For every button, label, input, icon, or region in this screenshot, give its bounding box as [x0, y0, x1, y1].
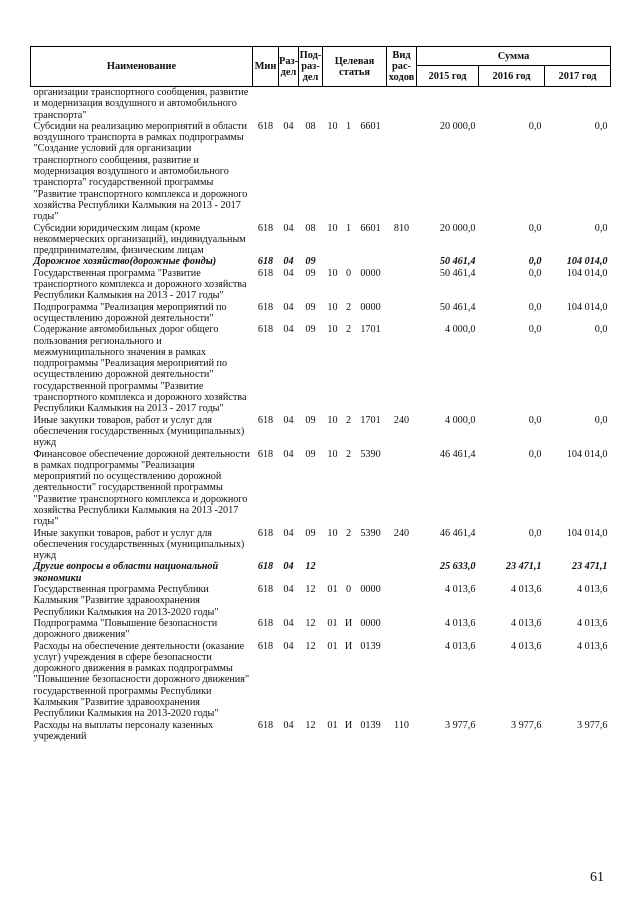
row-podrazdel: 09 — [305, 324, 316, 336]
row-ministry: 618 — [257, 719, 274, 731]
row-expense-type — [387, 584, 417, 618]
row-sum-2016: 0,0 — [528, 267, 542, 279]
row-sum-2017: 0,0 — [594, 120, 608, 132]
row-sum-2016: 3 977,6 — [510, 719, 542, 731]
row-sum-2015 — [417, 87, 479, 121]
row-podrazdel: 09 — [305, 527, 316, 539]
row-expense-type — [387, 268, 417, 302]
row-expense-type — [387, 87, 417, 121]
row-name: Иные закупки товаров, работ и услуг для обеспечения государственных (муниципальных) нужд — [33, 527, 245, 562]
row-sum-2015: 4 000,0 — [444, 414, 476, 426]
row-razdel: 04 — [283, 222, 294, 234]
row-razdel: 04 — [283, 640, 294, 652]
row-podrazdel: 12 — [305, 561, 316, 573]
table-row — [31, 528, 611, 562]
row-sum-2017: 4 013,6 — [576, 584, 608, 596]
row-razdel: 04 — [283, 120, 294, 132]
row-podrazdel: 08 — [305, 222, 316, 234]
row-ministry: 618 — [257, 584, 274, 596]
target-code-part: 10 — [327, 448, 338, 460]
target-code-part: 10 — [327, 267, 338, 279]
target-code-part: 10 — [327, 414, 338, 426]
table-row — [31, 87, 611, 121]
row-expense-type — [387, 121, 417, 223]
row-sum-2015: 3 977,6 — [444, 719, 476, 731]
row-sum-2017: 4 013,6 — [576, 617, 608, 629]
row-expense-type — [387, 302, 417, 325]
header-podrazdel: Под-раз-дел — [299, 47, 323, 87]
target-code-part: 10 — [327, 301, 338, 313]
target-code-part: 5390 — [360, 527, 381, 539]
row-ministry: 618 — [257, 617, 274, 629]
target-code-part: 0 — [345, 267, 352, 279]
row-target-article — [323, 415, 387, 449]
table-row — [31, 121, 611, 223]
target-code-part: 2 — [345, 448, 352, 460]
header-year-2017: 2017 год — [545, 66, 611, 87]
row-target-article — [323, 618, 387, 641]
table-row — [31, 618, 611, 641]
row-podrazdel: 09 — [305, 448, 316, 460]
target-code-part: 1 — [345, 222, 352, 234]
target-code-part: 0000 — [360, 617, 381, 629]
row-target-article — [323, 87, 387, 121]
row-name: Расходы на обеспечение деятельности (оказание услуг) учреждения в сфере безопасности дорожного движения в рамках подпрограммы "Повышение безопасности дорожного движения" государственной программы Республики Калмыкия "Развитие здравоохранения Республики Калмыкия на 2013-2020 годы" — [33, 640, 250, 720]
target-code-part: И — [344, 617, 353, 629]
target-code-part: 2 — [345, 301, 352, 313]
row-razdel: 04 — [283, 301, 294, 313]
table-row — [31, 256, 611, 267]
budget-table — [30, 46, 611, 742]
header-razdel: Раз-дел — [279, 47, 299, 87]
header-expense-type: Вид рас-ходов — [387, 47, 417, 87]
row-ministry: 618 — [257, 448, 274, 460]
row-sum-2016: 0,0 — [528, 256, 542, 268]
row-sum-2017: 104 014,0 — [566, 256, 608, 268]
row-sum-2015: 25 633,0 — [439, 561, 476, 573]
row-sum-2016: 0,0 — [528, 527, 542, 539]
page-number: 61 — [590, 870, 604, 885]
row-ministry: 618 — [257, 267, 274, 279]
target-code-part: 0139 — [360, 640, 381, 652]
row-name: Государственная программа "Развитие транспортного комплекса и дорожного хозяйства Республики Калмыкия на 2013 - 2017 годы" — [33, 267, 247, 302]
row-target-article — [323, 720, 387, 743]
row-sum-2015: 50 461,4 — [439, 267, 476, 279]
row-name: Подпрограмма "Реализация мероприятий по осуществлению дорожной деятельности" — [33, 301, 227, 324]
row-razdel: 04 — [283, 561, 294, 573]
target-code-part: 0000 — [360, 301, 381, 313]
row-ministry — [253, 87, 279, 121]
row-name: Иные закупки товаров, работ и услуг для обеспечения государственных (муниципальных) нужд — [33, 414, 245, 449]
row-ministry: 618 — [257, 256, 274, 268]
row-sum-2017: 3 977,6 — [576, 719, 608, 731]
row-podrazdel: 09 — [305, 256, 316, 268]
row-sum-2017: 104 014,0 — [566, 267, 608, 279]
row-ministry: 618 — [257, 414, 274, 426]
row-name: Финансовое обеспечение дорожной деятельности в рамках подпрограммы "Реализация мероприятий по осуществлению дорожной деятельности" государственной программы "Развитие транспортного комплекса и дорожного хозяйства Республики Калмыкия на 2013 -2017 годы" — [33, 448, 250, 528]
target-code-part: 0000 — [360, 267, 381, 279]
row-podrazdel: 12 — [305, 617, 316, 629]
row-razdel: 04 — [283, 617, 294, 629]
row-ministry: 618 — [257, 222, 274, 234]
row-name: Субсидии на реализацию мероприятий в области воздушного транспорта в рамках подпрограммы "Создание условий для организации транспортного сообщения, развитие и модернизация воздушного и автомобильного транспорта" государственной программы "Развитие транспортного комплекса и дорожного хозяйства Республики Калмыкия на 2013 - 2017 годы" — [33, 120, 248, 223]
row-expense-type: 810 — [393, 222, 410, 234]
target-code-part: 1701 — [360, 414, 381, 426]
target-code-part: 5390 — [360, 448, 381, 460]
row-ministry: 618 — [257, 640, 274, 652]
target-code-part: 1701 — [360, 324, 381, 336]
row-sum-2017: 0,0 — [594, 324, 608, 336]
row-expense-type — [387, 324, 417, 414]
target-code-part: И — [344, 640, 353, 652]
row-expense-type — [387, 561, 417, 584]
row-razdel: 04 — [283, 267, 294, 279]
row-sum-2016: 23 471,1 — [505, 561, 542, 573]
row-ministry: 618 — [257, 324, 274, 336]
row-target-article — [323, 121, 387, 223]
row-sum-2016: 0,0 — [528, 448, 542, 460]
row-sum-2015: 46 461,4 — [439, 448, 476, 460]
row-sum-2015: 50 461,4 — [439, 256, 476, 268]
row-sum-2015: 50 461,4 — [439, 301, 476, 313]
target-code-part: 2 — [345, 527, 352, 539]
row-ministry: 618 — [257, 527, 274, 539]
row-podrazdel: 12 — [305, 584, 316, 596]
row-expense-type — [387, 618, 417, 641]
header-min: Мин — [253, 47, 279, 87]
row-name: Расходы на выплаты персоналу казенных учреждений — [33, 719, 214, 742]
row-expense-type — [387, 449, 417, 528]
row-expense-type: 110 — [394, 719, 409, 731]
row-name: Подпрограмма "Повышение безопасности дорожного движения" — [33, 617, 218, 641]
row-podrazdel: 12 — [305, 640, 316, 652]
table-row — [31, 561, 611, 584]
target-code-part: 01 — [327, 617, 338, 629]
row-target-article — [323, 302, 387, 325]
row-name: Другие вопросы в области национальной экономики — [33, 561, 219, 584]
row-sum-2015: 4 013,6 — [444, 640, 476, 652]
table-row — [31, 584, 611, 618]
table-row — [31, 268, 611, 302]
row-sum-2016: 0,0 — [528, 120, 542, 132]
row-sum-2017: 4 013,6 — [576, 640, 608, 652]
row-sum-2017: 104 014,0 — [566, 301, 608, 313]
row-razdel: 04 — [283, 324, 294, 336]
row-target-article — [323, 324, 387, 414]
header-year-2016: 2016 год — [479, 66, 545, 87]
row-ministry: 618 — [257, 561, 274, 573]
target-code-part: 10 — [327, 324, 338, 336]
row-podrazdel: 08 — [305, 120, 316, 132]
row-expense-type — [387, 641, 417, 720]
row-podrazdel — [299, 87, 323, 121]
target-code-part: 10 — [327, 527, 338, 539]
row-expense-type: 240 — [393, 414, 410, 426]
row-sum-2017: 23 471,1 — [571, 561, 608, 573]
header-target-article: Целевая статья — [323, 47, 387, 87]
target-code-part: 2 — [345, 414, 352, 426]
table-row — [31, 415, 611, 449]
row-sum-2017: 0,0 — [594, 414, 608, 426]
table-row — [31, 324, 611, 414]
row-sum-2017: 104 014,0 — [566, 448, 608, 460]
row-name: Содержание автомобильных дорог общего пользования регионального и межмуниципального значения в рамках подпрограммы "Реализация мероприятий по осуществлению дорожной деятельности" государственной программы "Развитие транспортного комплекса и дорожного хозяйства Республики Калмыкия на 2013 - 2017 годы" — [33, 324, 247, 415]
row-razdel: 04 — [283, 527, 294, 539]
row-target-article — [323, 528, 387, 562]
header-name: Наименование — [31, 47, 253, 87]
row-sum-2016: 4 013,6 — [510, 617, 542, 629]
target-code-part: 10 — [327, 120, 338, 132]
target-code-part: 6601 — [360, 120, 381, 132]
row-razdel — [279, 87, 299, 121]
target-code-part: 0139 — [360, 719, 381, 731]
row-podrazdel: 12 — [305, 719, 316, 731]
row-sum-2016: 4 013,6 — [510, 640, 542, 652]
row-target-article — [323, 256, 387, 267]
row-sum-2015: 4 000,0 — [444, 324, 476, 336]
row-sum-2016: 0,0 — [528, 324, 542, 336]
row-razdel: 04 — [283, 448, 294, 460]
target-code-part: 0 — [345, 584, 352, 596]
table-body — [31, 87, 611, 743]
row-sum-2016: 0,0 — [528, 222, 542, 234]
row-sum-2015: 4 013,6 — [444, 584, 476, 596]
target-code-part: 01 — [327, 584, 338, 596]
table-row — [31, 641, 611, 720]
table-row — [31, 223, 611, 257]
row-target-article — [323, 268, 387, 302]
row-name: Дорожное хозяйство(дорожные фонды) — [33, 256, 217, 268]
row-ministry: 618 — [257, 301, 274, 313]
row-name: Государственная программа Республики Калмыкия "Развитие здравоохранения Республики Калмыкия на 2013-2020 годы" — [33, 584, 219, 618]
row-sum-2017 — [545, 87, 611, 121]
row-ministry: 618 — [257, 120, 274, 132]
target-code-part: 10 — [327, 222, 338, 234]
row-sum-2015: 46 461,4 — [439, 527, 476, 539]
target-code-part: И — [344, 719, 353, 731]
target-code-part: 01 — [327, 719, 338, 731]
target-code-part: 1 — [345, 120, 352, 132]
row-sum-2015: 20 000,0 — [439, 222, 476, 234]
row-razdel: 04 — [283, 414, 294, 426]
row-sum-2016: 0,0 — [528, 414, 542, 426]
row-sum-2017: 104 014,0 — [566, 527, 608, 539]
row-razdel: 04 — [283, 256, 294, 268]
row-sum-2016 — [479, 87, 545, 121]
row-razdel: 04 — [283, 719, 294, 731]
row-podrazdel: 09 — [305, 267, 316, 279]
row-expense-type — [387, 256, 417, 267]
row-podrazdel: 09 — [305, 414, 316, 426]
table-row — [31, 302, 611, 325]
row-sum-2015: 4 013,6 — [444, 617, 476, 629]
row-sum-2016: 0,0 — [528, 301, 542, 313]
row-sum-2017: 0,0 — [594, 222, 608, 234]
row-expense-type: 240 — [393, 527, 410, 539]
target-code-part: 0000 — [360, 584, 381, 596]
row-name: организации транспортного сообщения, развитие и модернизация воздушного и автомобильного транспорта" — [33, 87, 249, 121]
row-name: Субсидии юридическим лицам (кроме некоммерческих организаций), индивидуальным предпринимателям, физическим лицам — [33, 222, 246, 257]
row-target-article — [323, 223, 387, 257]
row-sum-2015: 20 000,0 — [439, 120, 476, 132]
row-target-article — [323, 449, 387, 528]
table-row — [31, 449, 611, 528]
row-sum-2016: 4 013,6 — [510, 584, 542, 596]
target-code-part: 6601 — [360, 222, 381, 234]
budget-table-page — [30, 46, 610, 742]
target-code-part: 2 — [345, 324, 352, 336]
row-podrazdel: 09 — [305, 301, 316, 313]
target-code-part: 01 — [327, 640, 338, 652]
row-target-article — [323, 641, 387, 720]
table-row — [31, 720, 611, 743]
header-sum: Сумма — [417, 47, 611, 66]
row-razdel: 04 — [283, 584, 294, 596]
row-target-article — [323, 561, 387, 584]
row-target-article — [323, 584, 387, 618]
header-year-2015: 2015 год — [417, 66, 479, 87]
